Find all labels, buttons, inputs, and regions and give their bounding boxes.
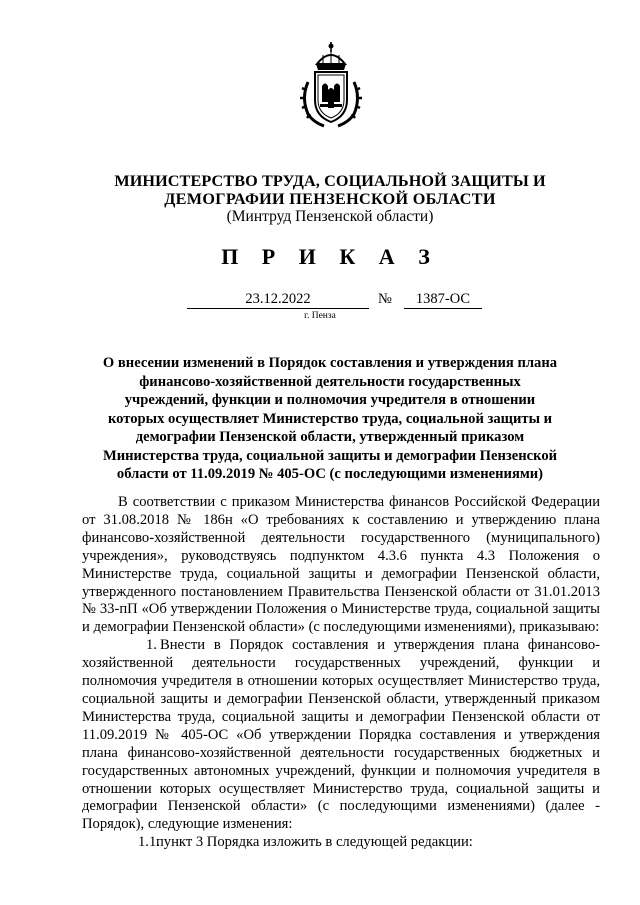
order-number: 1387-ОС bbox=[404, 290, 482, 309]
item-1-number: 1. bbox=[146, 637, 157, 654]
number-sign: № bbox=[378, 291, 392, 307]
item-1-1-number: 1.1. bbox=[138, 834, 160, 851]
item-1-1-paragraph bbox=[82, 834, 600, 852]
item-1-paragraph bbox=[82, 637, 600, 834]
order-body bbox=[82, 494, 600, 852]
ministry-name-line2: ДЕМОГРАФИИ ПЕНЗЕНСКОЙ ОБЛАСТИ bbox=[164, 190, 496, 208]
city-label: г. Пенза bbox=[304, 311, 336, 321]
item-1-1-text: пункт 3 Порядка изложить в следующей редакции: bbox=[156, 834, 473, 851]
ministry-short-name: (Минтруд Пензенской области) bbox=[226, 208, 434, 225]
order-title: П Р И К А З bbox=[221, 244, 439, 269]
coat-of-arms-icon bbox=[298, 40, 364, 128]
preamble-paragraph: В соответствии с приказом Министерства финансов Российской Федерации от 31.08.2018 № 186н «О требованиях к составлению и утверждению плана финансово-хозяйственной деятельности государственного (муниципального) учреждения», руководствуясь подпунктом 4.3.6 пункта 4.3 Положения о Министерстве труда, социальной защиты и демографии Пензенской области, утвержденного постановлением Правительства Пензенской области от 31.01.2013 № 33-пП «Об утверждении Положения о Министерстве труда, социальной защиты и демографии Пензенской области» (с последующими изменениями), приказываю: bbox=[82, 494, 600, 636]
ministry-name-line1: МИНИСТЕРСТВО ТРУДА, СОЦИАЛЬНОЙ ЗАЩИТЫ И bbox=[114, 172, 546, 190]
order-date-number-row bbox=[0, 290, 640, 330]
order-date: 23.12.2022 bbox=[187, 290, 369, 309]
order-subject: О внесении изменений в Порядок составления и утверждения плана финансово-хозяйственной деятельности государственных учреждений, функции и полномочия учредителя в отношении которых осуществляет Министерство труда, социальной защиты и демографии Пензенской области, утвержденный приказом Министерства труда, социальной защиты и демографии Пензенской области от 11.09.2019 № 405-ОС (с последующими изменениями) bbox=[102, 355, 558, 482]
item-1-text: Внести в Порядок составления и утверждения плана финансово-хозяйственной деятельности государственных учреждений, функции и полномочия учредителя в отношении которых осуществляет Министерство труда, социальной защиты и демографии Пензенской области, утвержденный приказом Министерства труда, социальной защиты и демографии Пензенской области от 11.09.2019 № 405-ОС «Об утверждении Порядка составления и утверждения плана финансово-хозяйственной деятельности государственных бюджетных и государственных автономных учреждений, функции и полномочия учредителя в отношении которых осуществляет Министерство труда, социальной защиты и демографии Пензенской области» (с последующими изменениями) (далее - Порядок), следующие изменения: bbox=[82, 637, 600, 833]
